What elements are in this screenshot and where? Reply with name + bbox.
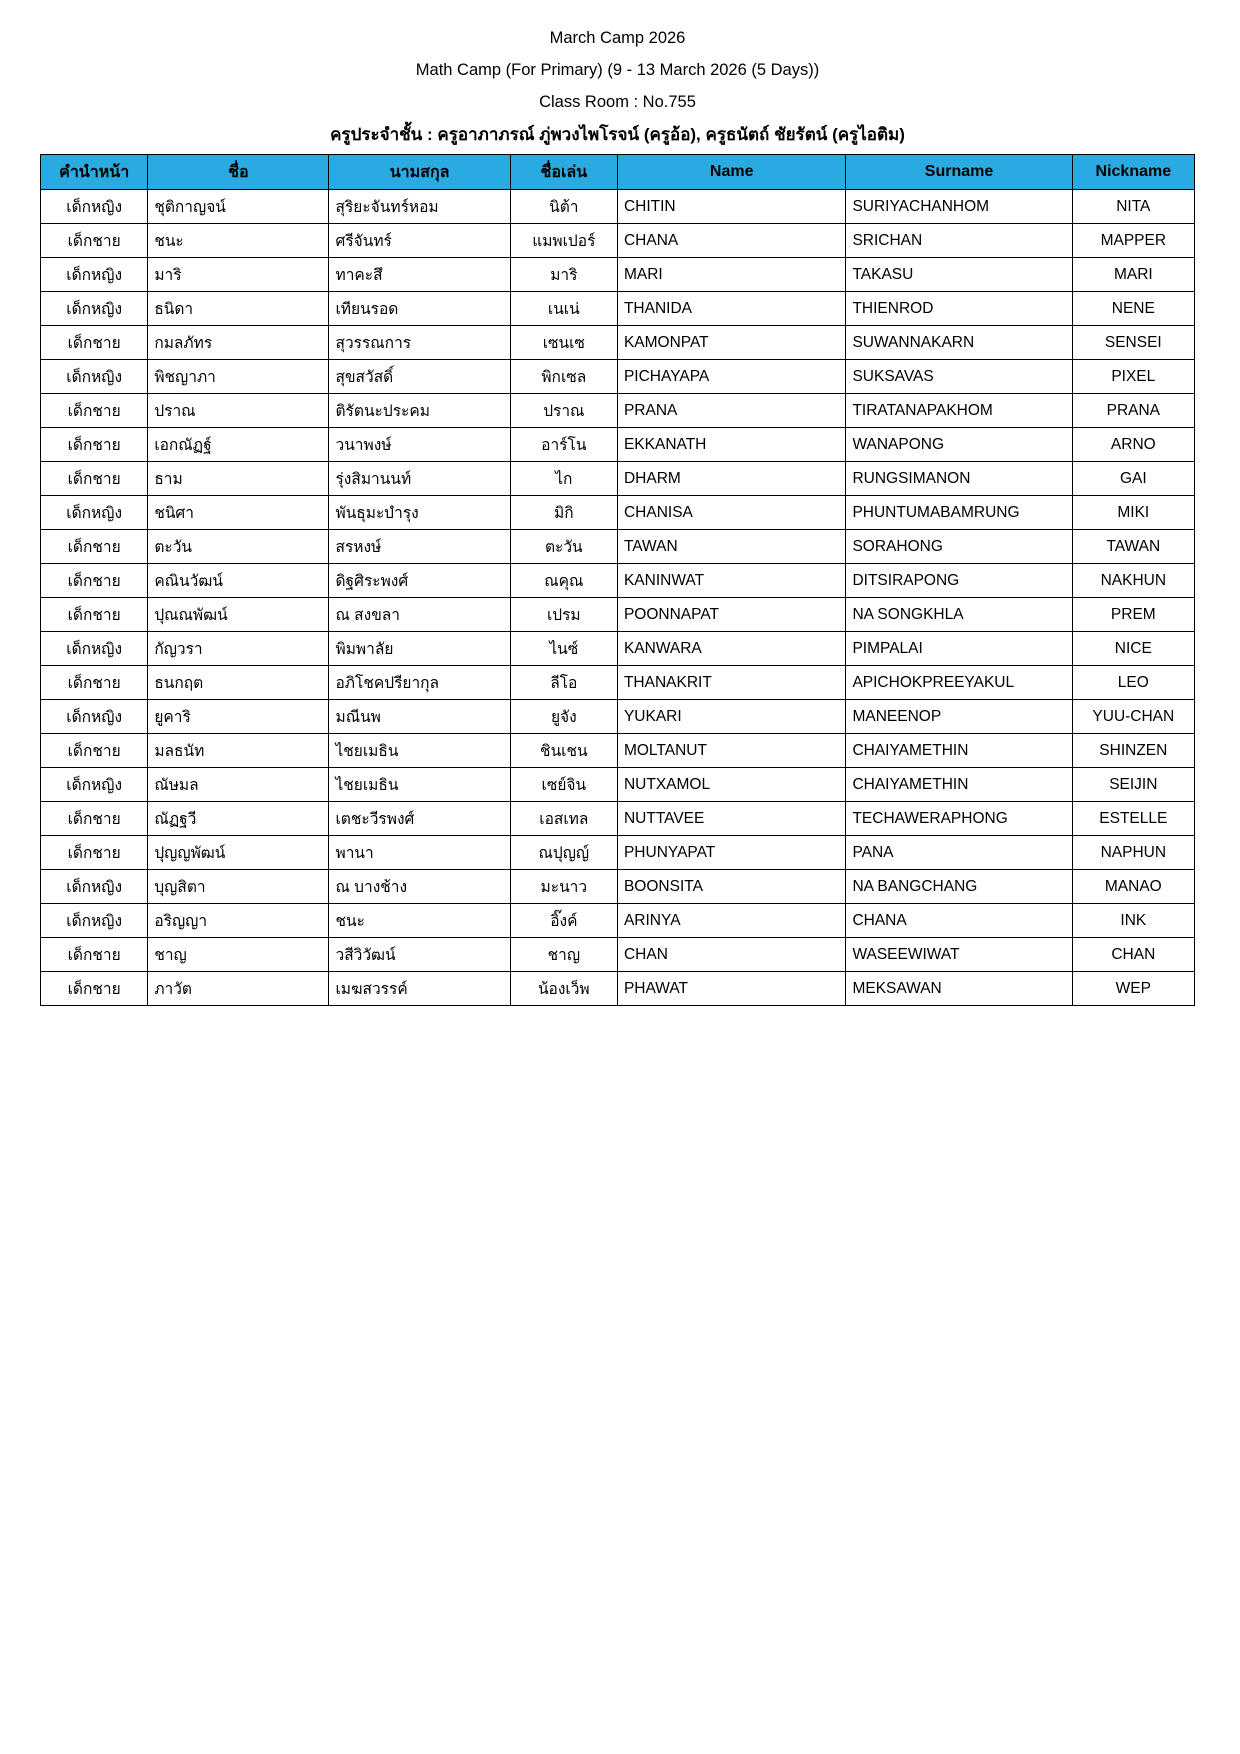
header-prefix-th: คำนำหน้า [41, 155, 148, 190]
table-row [41, 904, 1195, 938]
cell-nick-th: อิ๊งค์ [510, 904, 617, 938]
cell-nick-th: เอสเทล [510, 802, 617, 836]
cell-prefix-th: เด็กชาย [41, 530, 148, 564]
cell-last-th: เมฆสวรรค์ [329, 972, 510, 1006]
cell-surname-en: CHAIYAMETHIN [846, 734, 1072, 768]
cell-nick-en: CHAN [1072, 938, 1194, 972]
cell-name-en: MOLTANUT [617, 734, 845, 768]
header-nick-th: ชื่อเล่น [510, 155, 617, 190]
table-row [41, 292, 1195, 326]
cell-first-th: บุญสิตา [148, 870, 329, 904]
cell-name-en: THANIDA [617, 292, 845, 326]
cell-name-en: PRANA [617, 394, 845, 428]
cell-name-en: CHANISA [617, 496, 845, 530]
cell-last-th: อภิโชคปรียากุล [329, 666, 510, 700]
student-table-body [41, 190, 1195, 1006]
cell-last-th: ไชยเมธิน [329, 768, 510, 802]
cell-nick-en: NICE [1072, 632, 1194, 666]
cell-surname-en: CHAIYAMETHIN [846, 768, 1072, 802]
cell-surname-en: SORAHONG [846, 530, 1072, 564]
cell-surname-en: APICHOKPREEYAKUL [846, 666, 1072, 700]
cell-nick-en: MANAO [1072, 870, 1194, 904]
cell-surname-en: TECHAWERAPHONG [846, 802, 1072, 836]
cell-surname-en: SUWANNAKARN [846, 326, 1072, 360]
cell-name-en: KANINWAT [617, 564, 845, 598]
cell-nick-th: ปราณ [510, 394, 617, 428]
cell-name-en: KAMONPAT [617, 326, 845, 360]
cell-surname-en: SUKSAVAS [846, 360, 1072, 394]
student-table-container [40, 154, 1195, 1006]
cell-name-en: NUTTAVEE [617, 802, 845, 836]
cell-surname-en: PIMPALAI [846, 632, 1072, 666]
cell-prefix-th: เด็กชาย [41, 938, 148, 972]
cell-nick-th: เซนเซ [510, 326, 617, 360]
cell-nick-th: เนเน่ [510, 292, 617, 326]
cell-prefix-th: เด็กหญิง [41, 496, 148, 530]
cell-first-th: ณัษมล [148, 768, 329, 802]
table-row [41, 734, 1195, 768]
table-row [41, 224, 1195, 258]
cell-name-en: KANWARA [617, 632, 845, 666]
cell-last-th: มณีนพ [329, 700, 510, 734]
table-row [41, 190, 1195, 224]
cell-name-en: DHARM [617, 462, 845, 496]
cell-prefix-th: เด็กชาย [41, 564, 148, 598]
header-surname-en: Surname [846, 155, 1072, 190]
cell-nick-en: MAPPER [1072, 224, 1194, 258]
cell-first-th: ชนะ [148, 224, 329, 258]
cell-surname-en: TIRATANAPAKHOM [846, 394, 1072, 428]
cell-last-th: ติรัตนะประคม [329, 394, 510, 428]
table-row [41, 462, 1195, 496]
cell-name-en: BOONSITA [617, 870, 845, 904]
cell-prefix-th: เด็กชาย [41, 836, 148, 870]
cell-surname-en: THIENROD [846, 292, 1072, 326]
cell-first-th: ยูคาริ [148, 700, 329, 734]
table-row [41, 428, 1195, 462]
cell-last-th: สรหงษ์ [329, 530, 510, 564]
table-row [41, 496, 1195, 530]
cell-last-th: ณ บางช้าง [329, 870, 510, 904]
cell-surname-en: WANAPONG [846, 428, 1072, 462]
cell-prefix-th: เด็กหญิง [41, 258, 148, 292]
cell-last-th: ชนะ [329, 904, 510, 938]
cell-nick-en: PIXEL [1072, 360, 1194, 394]
table-row [41, 836, 1195, 870]
cell-nick-en: INK [1072, 904, 1194, 938]
cell-last-th: ไชยเมธิน [329, 734, 510, 768]
cell-name-en: ARINYA [617, 904, 845, 938]
cell-surname-en: DITSIRAPONG [846, 564, 1072, 598]
cell-nick-th: อาร์โน [510, 428, 617, 462]
cell-surname-en: SURIYACHANHOM [846, 190, 1072, 224]
camp-title: March Camp 2026 [549, 29, 686, 47]
cell-nick-en: GAI [1072, 462, 1194, 496]
cell-prefix-th: เด็กหญิง [41, 360, 148, 394]
camp-subtitle: Math Camp (For Primary) (9 - 13 March 2026 (5 Days)) [415, 61, 820, 79]
cell-nick-en: ESTELLE [1072, 802, 1194, 836]
cell-name-en: CHANA [617, 224, 845, 258]
cell-name-en: CHITIN [617, 190, 845, 224]
cell-nick-th: ไก [510, 462, 617, 496]
cell-first-th: ณัฏฐวี [148, 802, 329, 836]
cell-nick-en: TAWAN [1072, 530, 1194, 564]
cell-nick-th: มาริ [510, 258, 617, 292]
cell-prefix-th: เด็กชาย [41, 326, 148, 360]
cell-name-en: THANAKRIT [617, 666, 845, 700]
cell-nick-en: NAPHUN [1072, 836, 1194, 870]
cell-prefix-th: เด็กหญิง [41, 190, 148, 224]
cell-prefix-th: เด็กชาย [41, 802, 148, 836]
cell-name-en: PICHAYAPA [617, 360, 845, 394]
table-row [41, 598, 1195, 632]
header-nick-en: Nickname [1072, 155, 1194, 190]
cell-name-en: EKKANATH [617, 428, 845, 462]
cell-prefix-th: เด็กชาย [41, 428, 148, 462]
table-row [41, 632, 1195, 666]
cell-last-th: สุริยะจันทร์หอม [329, 190, 510, 224]
teacher-line: ครูประจำชั้น : ครูอาภาภรณ์ ภู่พวงไพโรจน์ (ครูอ้อ), ครูธนัตถ์ ชัยรัตน์ (ครูไอติม) [330, 125, 905, 144]
cell-nick-en: SEIJIN [1072, 768, 1194, 802]
cell-nick-en: PRANA [1072, 394, 1194, 428]
table-row [41, 802, 1195, 836]
cell-prefix-th: เด็กชาย [41, 224, 148, 258]
cell-first-th: มาริ [148, 258, 329, 292]
cell-last-th: ดิฐศิระพงศ์ [329, 564, 510, 598]
cell-last-th: เทียนรอด [329, 292, 510, 326]
table-row [41, 564, 1195, 598]
cell-first-th: ตะวัน [148, 530, 329, 564]
cell-name-en: NUTXAMOL [617, 768, 845, 802]
cell-name-en: PHAWAT [617, 972, 845, 1006]
cell-prefix-th: เด็กหญิง [41, 870, 148, 904]
cell-nick-th: มิกิ [510, 496, 617, 530]
cell-nick-th: แมพเปอร์ [510, 224, 617, 258]
cell-surname-en: NA BANGCHANG [846, 870, 1072, 904]
cell-last-th: วนาพงษ์ [329, 428, 510, 462]
cell-first-th: ภาวัต [148, 972, 329, 1006]
cell-name-en: PHUNYAPAT [617, 836, 845, 870]
cell-first-th: กัญวรา [148, 632, 329, 666]
cell-name-en: MARI [617, 258, 845, 292]
cell-nick-en: SHINZEN [1072, 734, 1194, 768]
cell-nick-th: มะนาว [510, 870, 617, 904]
cell-nick-en: NENE [1072, 292, 1194, 326]
cell-nick-th: ณปุญญ์ [510, 836, 617, 870]
cell-last-th: รุ่งสิมานนท์ [329, 462, 510, 496]
cell-surname-en: MANEENOP [846, 700, 1072, 734]
cell-nick-en: NITA [1072, 190, 1194, 224]
cell-first-th: ชาญ [148, 938, 329, 972]
cell-nick-th: เปรม [510, 598, 617, 632]
cell-prefix-th: เด็กชาย [41, 598, 148, 632]
cell-first-th: ชุติกาญจน์ [148, 190, 329, 224]
cell-surname-en: PHUNTUMABAMRUNG [846, 496, 1072, 530]
table-row [41, 768, 1195, 802]
cell-first-th: ธนกฤต [148, 666, 329, 700]
header-first-th: ชื่อ [148, 155, 329, 190]
table-header-row [41, 155, 1195, 190]
cell-last-th: สุขสวัสดิ์ [329, 360, 510, 394]
table-row [41, 360, 1195, 394]
cell-first-th: มลธนัท [148, 734, 329, 768]
cell-first-th: เอกณัฏฐ์ [148, 428, 329, 462]
cell-surname-en: TAKASU [846, 258, 1072, 292]
cell-prefix-th: เด็กหญิง [41, 768, 148, 802]
document-header [40, 22, 1195, 151]
cell-first-th: ปราณ [148, 394, 329, 428]
cell-nick-en: MARI [1072, 258, 1194, 292]
cell-last-th: ทาคะสึ [329, 258, 510, 292]
cell-first-th: ชนิศา [148, 496, 329, 530]
cell-nick-th: ลีโอ [510, 666, 617, 700]
cell-name-en: TAWAN [617, 530, 845, 564]
cell-nick-th: น้องเว็พ [510, 972, 617, 1006]
cell-last-th: สุวรรณการ [329, 326, 510, 360]
header-name-en: Name [617, 155, 845, 190]
cell-nick-th: ตะวัน [510, 530, 617, 564]
cell-nick-en: MIKI [1072, 496, 1194, 530]
cell-last-th: วสีวิวัฒน์ [329, 938, 510, 972]
cell-prefix-th: เด็กชาย [41, 734, 148, 768]
cell-prefix-th: เด็กหญิง [41, 700, 148, 734]
cell-nick-th: ยูจัง [510, 700, 617, 734]
cell-nick-th: ชินเชน [510, 734, 617, 768]
cell-nick-th: ไนซ์ [510, 632, 617, 666]
cell-last-th: ณ สงขลา [329, 598, 510, 632]
cell-surname-en: NA SONGKHLA [846, 598, 1072, 632]
cell-surname-en: SRICHAN [846, 224, 1072, 258]
cell-first-th: คณินวัฒน์ [148, 564, 329, 598]
cell-prefix-th: เด็กชาย [41, 666, 148, 700]
classroom-line: Class Room : No.755 [539, 93, 696, 111]
table-row [41, 870, 1195, 904]
cell-last-th: พานา [329, 836, 510, 870]
table-row [41, 326, 1195, 360]
cell-name-en: YUKARI [617, 700, 845, 734]
cell-surname-en: PANA [846, 836, 1072, 870]
cell-nick-th: นิต้า [510, 190, 617, 224]
cell-nick-th: ณคุณ [510, 564, 617, 598]
cell-last-th: เตชะวีรพงศ์ [329, 802, 510, 836]
table-row [41, 530, 1195, 564]
cell-first-th: ธาม [148, 462, 329, 496]
table-row [41, 700, 1195, 734]
cell-last-th: พันธุมะบำรุง [329, 496, 510, 530]
header-last-th: นามสกุล [329, 155, 510, 190]
cell-first-th: ธนิดา [148, 292, 329, 326]
cell-first-th: ปุญญพัฒน์ [148, 836, 329, 870]
cell-nick-en: SENSEI [1072, 326, 1194, 360]
table-row [41, 938, 1195, 972]
table-row [41, 972, 1195, 1006]
cell-surname-en: WASEEWIWAT [846, 938, 1072, 972]
cell-surname-en: CHANA [846, 904, 1072, 938]
cell-first-th: อริญญา [148, 904, 329, 938]
cell-prefix-th: เด็กหญิง [41, 292, 148, 326]
cell-name-en: POONNAPAT [617, 598, 845, 632]
cell-surname-en: MEKSAWAN [846, 972, 1072, 1006]
cell-prefix-th: เด็กหญิง [41, 632, 148, 666]
cell-nick-en: WEP [1072, 972, 1194, 1006]
cell-nick-en: PREM [1072, 598, 1194, 632]
cell-nick-en: NAKHUN [1072, 564, 1194, 598]
cell-nick-th: พิกเซล [510, 360, 617, 394]
cell-nick-th: ชาญ [510, 938, 617, 972]
cell-name-en: CHAN [617, 938, 845, 972]
cell-first-th: กมลภัทร [148, 326, 329, 360]
student-table [40, 154, 1195, 1006]
cell-nick-en: YUU-CHAN [1072, 700, 1194, 734]
cell-prefix-th: เด็กชาย [41, 972, 148, 1006]
cell-nick-en: LEO [1072, 666, 1194, 700]
table-row [41, 394, 1195, 428]
cell-nick-en: ARNO [1072, 428, 1194, 462]
table-row [41, 666, 1195, 700]
cell-prefix-th: เด็กชาย [41, 462, 148, 496]
cell-prefix-th: เด็กหญิง [41, 904, 148, 938]
cell-first-th: ปุณณพัฒน์ [148, 598, 329, 632]
cell-surname-en: RUNGSIMANON [846, 462, 1072, 496]
cell-last-th: พิมพาลัย [329, 632, 510, 666]
cell-first-th: พิชญาภา [148, 360, 329, 394]
cell-prefix-th: เด็กชาย [41, 394, 148, 428]
table-row [41, 258, 1195, 292]
cell-nick-th: เซย์จิน [510, 768, 617, 802]
cell-last-th: ศรีจันทร์ [329, 224, 510, 258]
